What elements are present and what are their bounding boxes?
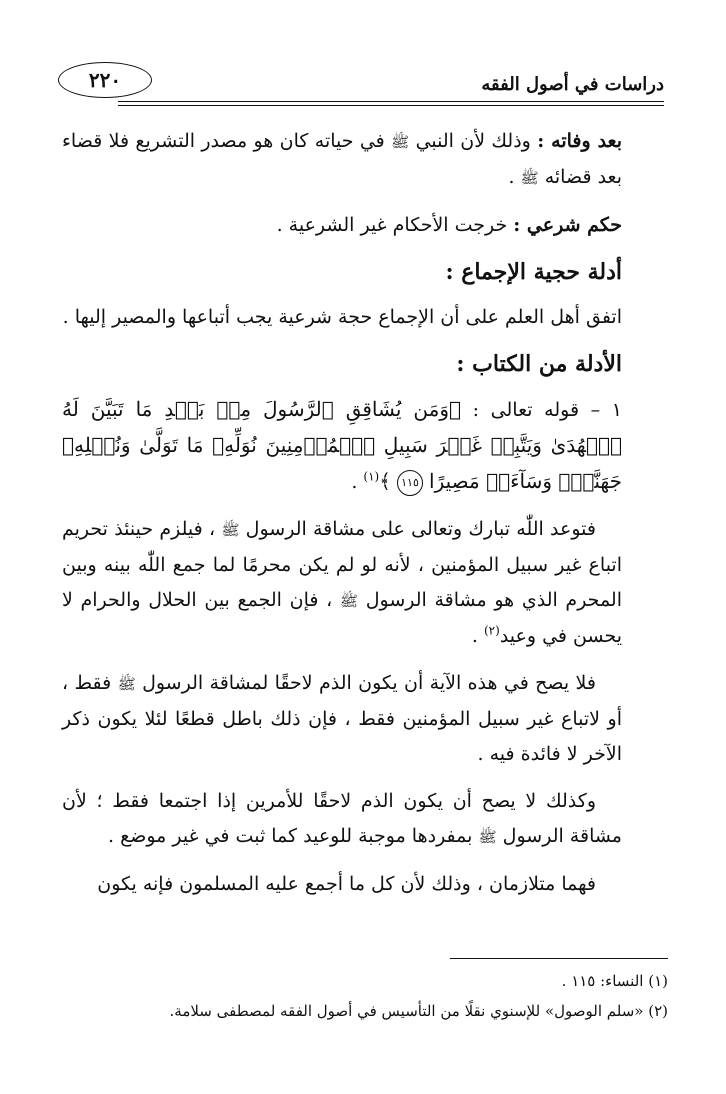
paragraph-text: فقط ، أو لاتباع غير سبيل المؤمنين فقط ، فإن ذلك باطل قطعًا لئلا يكون ذكر الآخر لا فائدة فيه .	[62, 672, 622, 765]
footnotes	[62, 966, 668, 1026]
footnote-2: (٢) «سلم الوصول» للإسنوي نقلًا من التأسيس في أصول الفقه لمصطفى سلامة.	[169, 1002, 668, 1020]
honorific-symbol: ﷺ	[520, 169, 539, 187]
heading-proofs-from-book: الأدلة من الكتاب :	[456, 351, 622, 377]
paragraph-likewise	[62, 784, 622, 855]
honorific-symbol: ﷺ	[221, 521, 240, 539]
paragraph-text: وكذلك لا يصح أن يكون الذم لاحقًا للأمرين إذا اجتمعا فقط ؛ لأن مشاقة الرسول	[62, 790, 622, 847]
quran-verse: ﴿وَمَن يُشَاقِقِ ٱلرَّسُولَ مِنۢ بَعۡدِ مَا تَبَيَّنَ لَهُ ٱلۡهُدَىٰ وَيَتَّبِعۡ غَيۡرَ سَبِيلِ ٱلۡمُؤۡمِنِينَ نُوَلِّهِۦ مَا تَوَلَّىٰ وَنُصۡلِهِۦ جَهَنَّمَۖ وَسَآءَتۡ مَصِيرًا	[62, 397, 622, 493]
footnote-1: (١) النساء: ١١٥ .	[561, 972, 668, 990]
paragraph-text: في حياته كان هو مصدر التشريع فلا قضاء بعد قضائه	[62, 130, 622, 188]
page-number	[58, 62, 152, 98]
paragraph-legal-ruling	[62, 208, 622, 243]
term-after-death: بعد وفاته :	[537, 130, 623, 152]
paragraph-after-death	[62, 124, 622, 196]
footnote-ref-2: (٢)	[483, 623, 500, 638]
paragraph-text: ، فإن الجمع بين الحلال والحرام لا يحسن في وعيد	[62, 589, 622, 647]
honorific-symbol: ﷺ	[391, 133, 410, 151]
heading-proofs-of-ijma: أدلة حجية الإجماع :	[445, 259, 622, 285]
ayah-number-icon	[397, 470, 423, 496]
honorific-symbol: ﷺ	[117, 675, 136, 693]
verse-intro: ١ – قوله تعالى :	[472, 399, 622, 421]
paragraph-text: ، فيلزم حينئذ تحريم اتباع غير سبيل المؤمنين ، لأنه لو لم يكن محرمًا لما جمع اللّٰه بينه وبين المحرم الذي هو مشاقة الرسول	[62, 518, 622, 611]
paragraph-text: .	[508, 166, 515, 188]
paragraph-text: .	[471, 625, 478, 647]
ayah-number: ١١٥	[401, 476, 419, 489]
paragraph-text: .	[351, 471, 358, 493]
footnote-ref-1: (١)	[363, 469, 380, 484]
page-number-text: ٢٢٠	[88, 68, 122, 92]
paragraph-text: بمفردها موجبة للوعيد كما ثبت في غير موضع .	[108, 825, 473, 847]
running-title: دراسات في أصول الفقه	[481, 74, 664, 95]
verse-close-bracket: ﴾	[379, 469, 391, 493]
paragraph-not-valid	[62, 666, 622, 772]
paragraph-verse	[62, 392, 622, 500]
header-rule-thin	[118, 105, 664, 106]
main-text	[62, 124, 622, 914]
footnote-rule	[450, 958, 668, 959]
paragraph-scholars-agreement: اتفق أهل العلم على أن الإجماع حجة شرعية يجب أتباعها والمصير إليها .	[62, 306, 622, 328]
paragraph-inseparable: فهما متلازمان ، وذلك لأن كل ما أجمع عليه المسلمون فإنه يكون	[97, 873, 596, 895]
paragraph-text: خرجت الأحكام غير الشرعية .	[276, 214, 508, 236]
paragraph-text: فتوعد اللّٰه تبارك وتعالى على مشاقة الرسول	[245, 518, 596, 540]
paragraph-text: وذلك لأن النبي	[415, 130, 531, 152]
honorific-symbol: ﷺ	[478, 828, 497, 846]
honorific-symbol: ﷺ	[339, 592, 359, 610]
paragraph-threat	[62, 512, 622, 654]
page-header	[58, 58, 664, 110]
paragraph-text: فلا يصح في هذه الآية أن يكون الذم لاحقًا لمشاقة الرسول	[142, 672, 596, 694]
header-rule	[118, 101, 664, 102]
term-legal-ruling: حكم شرعي :	[513, 214, 622, 236]
